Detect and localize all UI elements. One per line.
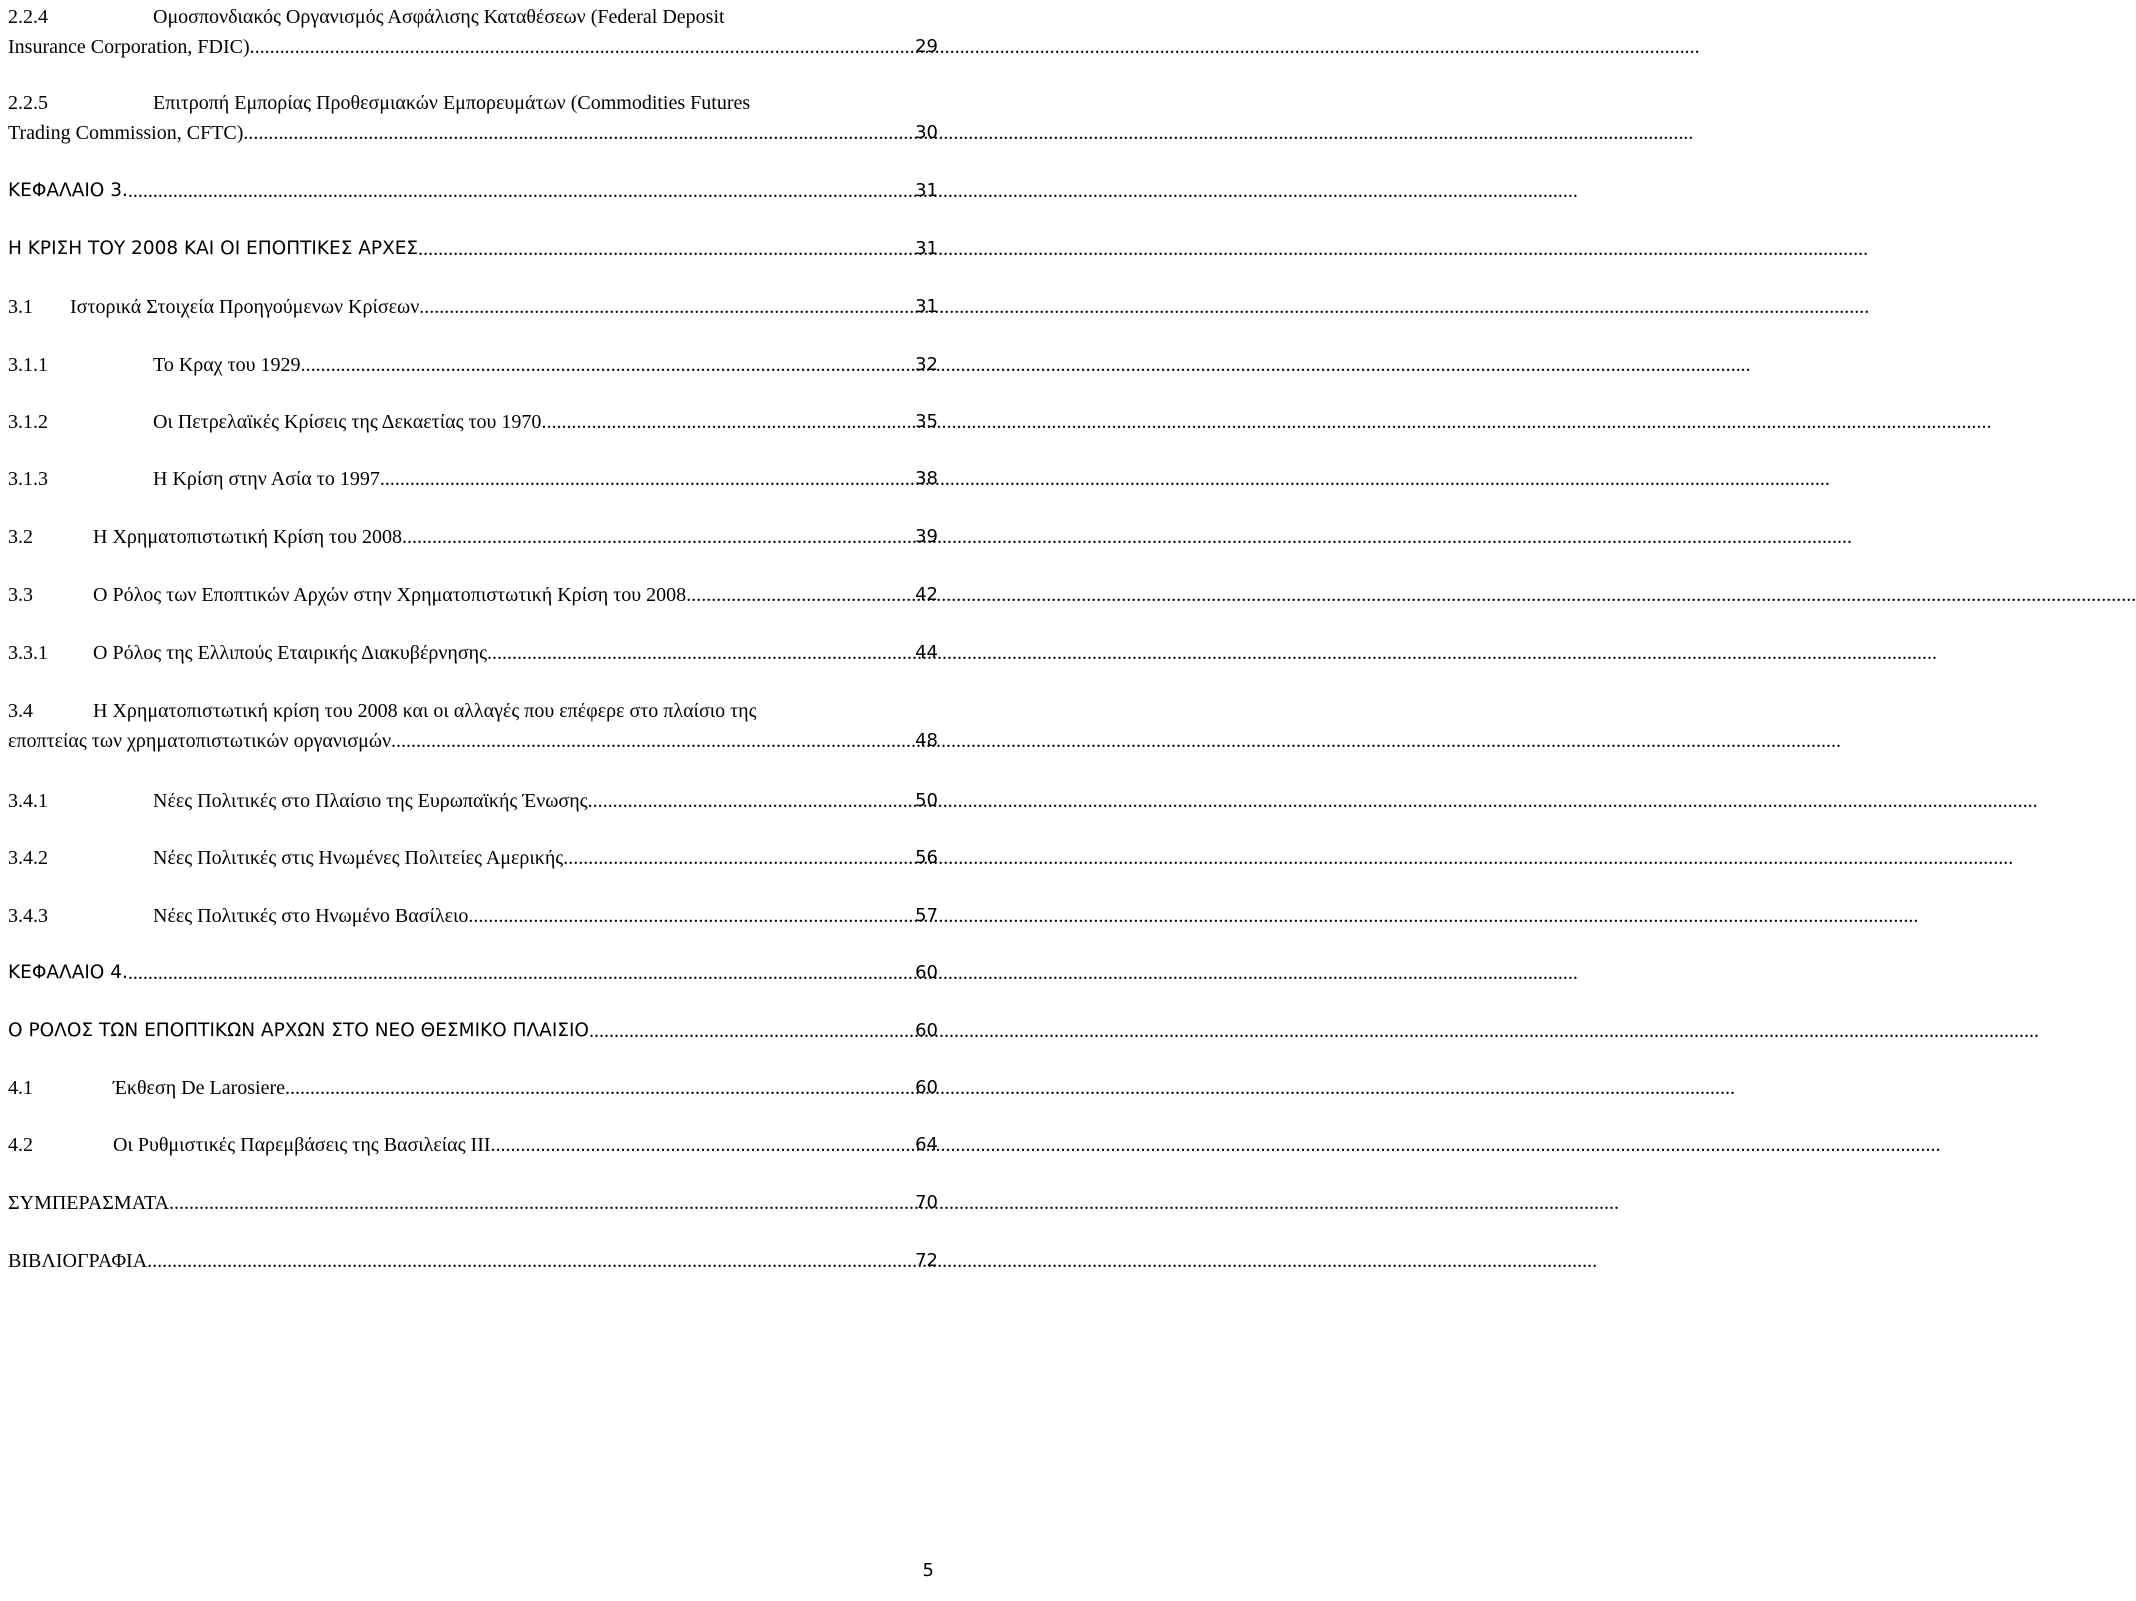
toc-page-number: 31 — [915, 296, 938, 317]
dot-leader — [285, 1073, 913, 1103]
toc-page-number: 70 — [915, 1192, 938, 1213]
dot-leader — [391, 726, 913, 756]
toc-entry[interactable] — [8, 1188, 938, 1218]
toc-page-number: 32 — [915, 354, 938, 375]
toc-number: 3.1.1 — [8, 354, 48, 376]
toc-entry[interactable] — [8, 292, 938, 322]
toc-title: ΒΙΒΛΙΟΓΡΑΦΙΑ — [8, 1250, 148, 1272]
toc-number: 4.1 — [8, 1077, 33, 1099]
toc-entry[interactable] — [8, 1246, 938, 1276]
toc-number: 2.2.4 — [8, 6, 48, 28]
toc-title: Έκθεση De Larosiere — [113, 1077, 286, 1099]
toc-number: 3.4.2 — [8, 847, 48, 869]
toc-entry[interactable] — [8, 901, 938, 931]
dot-leader — [418, 234, 913, 264]
toc-title: ΣΥΜΠΕΡΑΣΜΑΤΑ — [8, 1192, 170, 1214]
toc-title: ΚΕΦΑΛΑΙΟ 3. — [8, 180, 128, 201]
toc-number: 3.4.3 — [8, 905, 48, 927]
toc-title: Νέες Πολιτικές στο Ηνωμένο Βασίλειο — [153, 905, 469, 927]
dot-leader — [541, 407, 913, 437]
toc-title: Ο Ρόλος των Εποπτικών Αρχών στην Χρηματοπιστωτική Κρίση του 2008 — [93, 584, 687, 606]
dot-leader — [419, 292, 913, 322]
dot-leader — [169, 1188, 913, 1218]
toc-entry[interactable] — [8, 1130, 938, 1160]
toc-page-number: 35 — [915, 411, 938, 432]
toc-title: Η Χρηματοπιστωτική κρίση του 2008 και οι αλλαγές που επέφερε στο πλαίσιο της — [93, 700, 757, 722]
toc-page-number: 31 — [915, 238, 938, 259]
dot-leader — [243, 118, 913, 148]
dot-leader — [250, 32, 913, 62]
toc-entry[interactable] — [8, 958, 938, 988]
toc-title: Ομοσπονδιακός Οργανισμός Ασφάλισης Καταθέσεων (Federal Deposit — [153, 6, 725, 28]
toc-page-number: 72 — [915, 1250, 938, 1271]
toc-page-number: 30 — [915, 122, 938, 143]
page-number: 5 — [922, 1560, 934, 1581]
toc-page-number: 44 — [915, 642, 938, 663]
toc-title: Οι Ρυθμιστικές Παρεμβάσεις της Βασιλείας ΙΙΙ — [113, 1134, 491, 1156]
toc-number: 3.1 — [8, 296, 33, 318]
toc-page-number: 60 — [915, 962, 938, 983]
dot-leader — [128, 176, 913, 206]
toc-page-number: 31 — [915, 180, 938, 201]
toc-page-number: 64 — [915, 1134, 938, 1155]
toc-title: Ο Ρόλος της Ελλιπούς Εταιρικής Διακυβέρνησης — [93, 642, 488, 664]
toc-page-number: 60 — [915, 1020, 938, 1041]
toc-title: Η Κρίση στην Ασία το 1997 — [153, 468, 380, 490]
dot-leader — [487, 638, 913, 668]
toc-entry[interactable] — [8, 176, 938, 206]
dot-leader — [128, 958, 913, 988]
toc-entry[interactable] — [8, 234, 938, 264]
toc-title: Οι Πετρελαϊκές Κρίσεις της Δεκαετίας του 1970 — [153, 411, 542, 433]
dot-leader — [491, 1130, 914, 1160]
toc-entry[interactable] — [8, 638, 938, 668]
toc-entry[interactable] — [8, 580, 938, 610]
dot-leader — [301, 350, 914, 380]
toc-title-continued: Trading Commission, CFTC) — [8, 122, 244, 144]
toc-entry[interactable] — [8, 1073, 938, 1103]
toc-title-continued: εποπτείας των χρηματοπιστωτικών οργανισμών — [8, 730, 392, 752]
toc-page-number: 39 — [915, 526, 938, 547]
toc-number: 3.1.3 — [8, 468, 48, 490]
toc-title: Ιστορικά Στοιχεία Προηγούμενων Κρίσεων — [70, 296, 420, 318]
toc-page-number: 57 — [915, 905, 938, 926]
toc-title: Επιτροπή Εμπορίας Προθεσμιακών Εμπορευμάτων (Commodities Futures — [153, 92, 751, 114]
toc-page-number: 60 — [915, 1077, 938, 1098]
toc-number: 3.1.2 — [8, 411, 48, 433]
dot-leader — [380, 464, 913, 494]
toc-number: 3.3 — [8, 584, 33, 606]
toc-title: Νέες Πολιτικές στις Ηνωμένες Πολιτείες Αμερικής — [153, 847, 564, 869]
toc-number: 3.2 — [8, 526, 33, 548]
toc-number: 3.4 — [8, 700, 33, 722]
toc-page-number: 38 — [915, 468, 938, 489]
toc-title: Ο ΡΟΛΟΣ ΤΩΝ ΕΠΟΠΤΙΚΩΝ ΑΡΧΩΝ ΣΤΟ ΝΕΟ ΘΕΣΜΙΚΟ ΠΛΑΙΣΙΟ — [8, 1020, 589, 1041]
toc-page-number: 48 — [915, 730, 938, 751]
dot-leader — [147, 1246, 913, 1276]
dot-leader — [402, 522, 913, 552]
toc-page — [0, 0, 960, 1601]
toc-entry[interactable] — [8, 1016, 938, 1046]
toc-number: 2.2.5 — [8, 92, 48, 114]
dot-leader — [563, 843, 913, 873]
dot-leader — [589, 1016, 913, 1046]
toc-page-number: 56 — [915, 847, 938, 868]
toc-entry[interactable] — [8, 522, 938, 552]
toc-page-number: 42 — [915, 584, 938, 605]
toc-entry[interactable] — [8, 843, 938, 873]
dot-leader — [468, 901, 913, 931]
toc-page-number: 50 — [915, 790, 938, 811]
toc-title: Η ΚΡΙΣΗ ΤΟΥ 2008 ΚΑΙ ΟΙ ΕΠΟΠΤΙΚΕΣ ΑΡΧΕΣ — [8, 238, 419, 259]
dot-leader — [686, 580, 913, 610]
toc-title-continued: Insurance Corporation, FDIC) — [8, 36, 250, 58]
toc-entry[interactable] — [8, 464, 938, 494]
toc-title: Η Χρηματοπιστωτική Κρίση του 2008 — [93, 526, 402, 548]
dot-leader — [588, 786, 914, 816]
toc-page-number: 29 — [915, 36, 938, 57]
toc-entry[interactable] — [8, 696, 938, 756]
toc-title: ΚΕΦΑΛΑΙΟ 4. — [8, 962, 128, 983]
toc-entry[interactable] — [8, 786, 938, 816]
toc-title: Νέες Πολιτικές στο Πλαίσιο της Ευρωπαϊκής Ένωσης — [153, 790, 588, 812]
toc-number: 3.4.1 — [8, 790, 48, 812]
toc-entry[interactable] — [8, 407, 938, 437]
toc-number: 3.3.1 — [8, 642, 48, 664]
toc-entry[interactable] — [8, 2, 938, 62]
toc-number: 4.2 — [8, 1134, 33, 1156]
toc-entry[interactable] — [8, 88, 938, 148]
toc-entry[interactable] — [8, 350, 938, 380]
toc-title: Το Κραχ του 1929 — [153, 354, 301, 376]
